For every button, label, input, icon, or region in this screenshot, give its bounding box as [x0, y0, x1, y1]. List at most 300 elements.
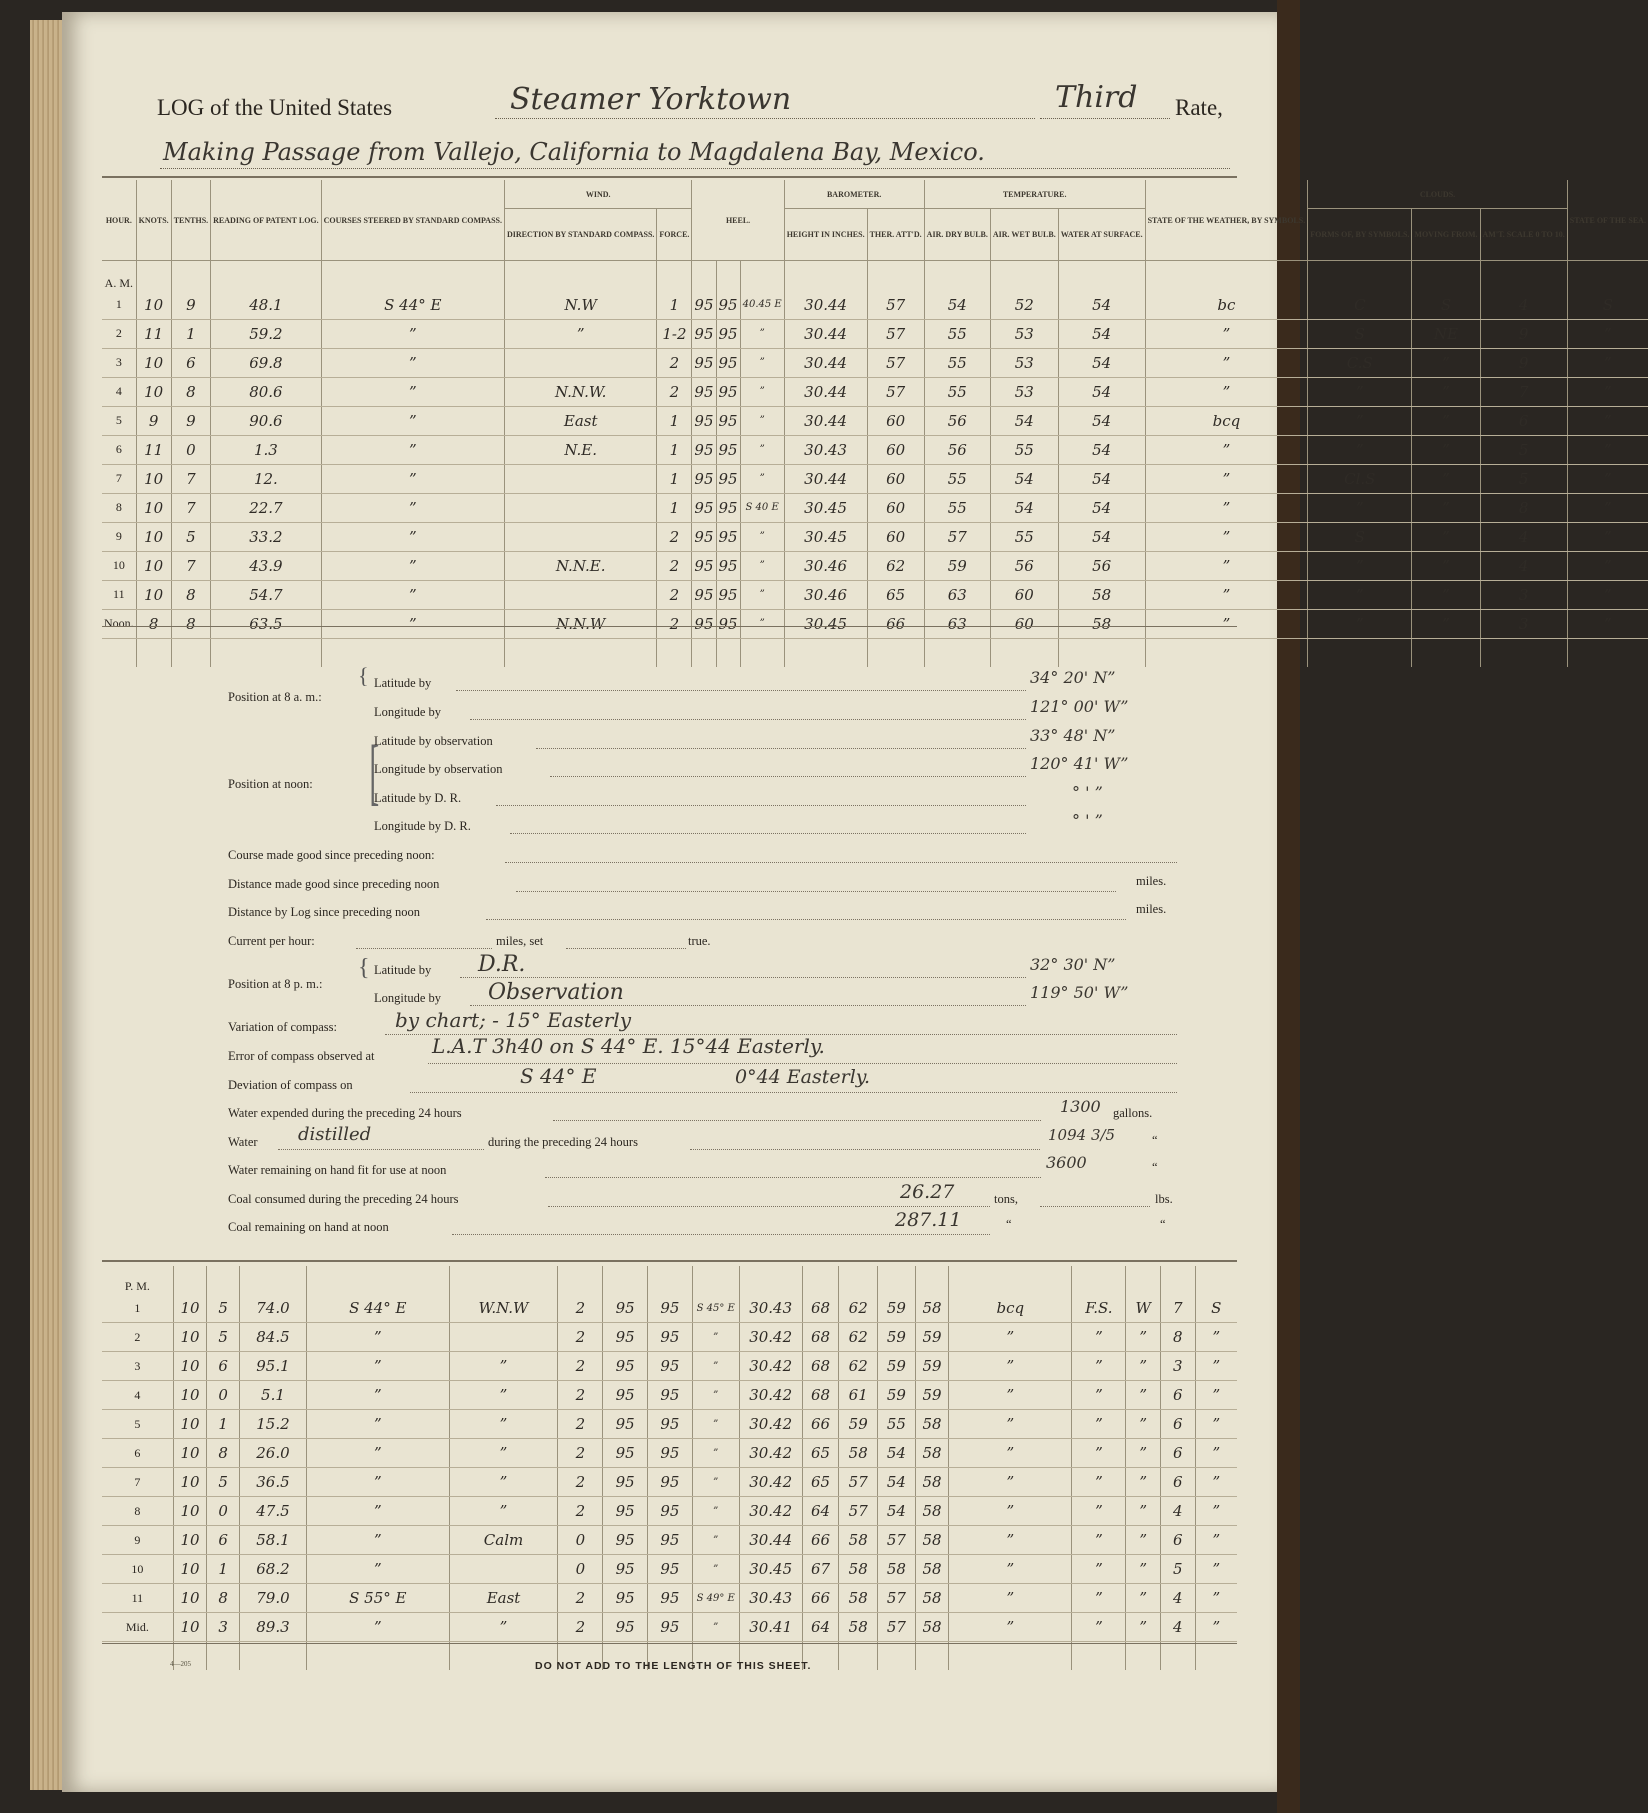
lon-8am-value: 121° 00' W” — [1030, 697, 1129, 716]
am-cell-h2: 95 — [716, 551, 740, 580]
am-cell-amt: 6 — [1480, 406, 1567, 435]
col-air-wet: AIR. WET BULB. — [990, 209, 1058, 261]
pm-cell-water: 58 — [915, 1584, 949, 1613]
am-cell-hour: 1 — [102, 291, 136, 320]
am-cell-course: ” — [321, 551, 504, 580]
am-cell-ther: 60 — [867, 493, 924, 522]
col-wind-direction: DIRECTION BY STANDARD COMPASS. — [504, 209, 656, 261]
am-cell-ther: 60 — [867, 464, 924, 493]
pm-cell-amt: 4 — [1160, 1613, 1195, 1642]
lat-dr-value: ° ' ” — [1072, 783, 1103, 802]
am-cell-hour: 7 — [102, 464, 136, 493]
pm-cell-h3: ” — [692, 1381, 739, 1410]
pm-cell-wet: 54 — [878, 1468, 916, 1497]
pm-cell-baro: 30.43 — [739, 1584, 802, 1613]
coal-remaining-ditto: “ — [1006, 1217, 1012, 1231]
am-cell-force: 1 — [657, 493, 692, 522]
pm-cell-amt: 6 — [1160, 1381, 1195, 1410]
am-cell-wet: 54 — [990, 493, 1058, 522]
am-cell-h3: 40.45 E — [740, 291, 784, 320]
pm-cell-sea: ” — [1195, 1352, 1237, 1381]
am-cell-moving: ” — [1412, 551, 1480, 580]
pm-cell-water: 58 — [915, 1526, 949, 1555]
am-cell-moving: ” — [1412, 522, 1480, 551]
am-cell-force: 1-2 — [657, 319, 692, 348]
pm-cell-ther: 66 — [802, 1526, 839, 1555]
pm-cell-baro: 30.42 — [739, 1497, 802, 1526]
water-expended-label: Water expended during the preceding 24 hours — [228, 1106, 462, 1120]
am-cell-h3: ” — [740, 609, 784, 638]
am-cell-wet: 53 — [990, 377, 1058, 406]
deviation-label: Deviation of compass on — [228, 1078, 353, 1092]
am-cell-sea: S — [1567, 291, 1648, 320]
am-cell-log: 12. — [211, 464, 322, 493]
pm-row — [102, 1352, 1237, 1381]
pm-cell-tenths: 8 — [207, 1584, 240, 1613]
pm-cell-force: 2 — [558, 1584, 603, 1613]
pm-cell-ther: 68 — [802, 1323, 839, 1352]
pm-cell-hour: 10 — [102, 1555, 173, 1584]
lat-obs-value: 33° 48' N” — [1030, 726, 1116, 745]
am-cell-amt: 4 — [1480, 291, 1567, 320]
am-cell-weather: ” — [1145, 319, 1308, 348]
pm-cell-baro: 30.42 — [739, 1381, 802, 1410]
col-tenths: TENTHS. — [171, 180, 210, 261]
am-row — [102, 319, 1648, 348]
am-cell-wet: 55 — [990, 522, 1058, 551]
am-cell-log: 90.6 — [211, 406, 322, 435]
am-cell-h1: 95 — [692, 319, 716, 348]
error-value: L.A.T 3h40 on S 44° E. 15°44 Easterly. — [432, 1034, 825, 1058]
pm-cell-baro: 30.42 — [739, 1468, 802, 1497]
pm-cell-course: ” — [307, 1468, 450, 1497]
am-cell-ther: 57 — [867, 377, 924, 406]
am-cell-baro: 30.44 — [784, 406, 867, 435]
col-temperature: TEMPERATURE. — [924, 180, 1145, 209]
am-cell-wind-dir — [504, 464, 656, 493]
am-cell-hour: 4 — [102, 377, 136, 406]
am-cell-hour: 5 — [102, 406, 136, 435]
pm-cell-dry: 58 — [839, 1584, 878, 1613]
am-cell-knots: 10 — [136, 551, 171, 580]
am-row — [102, 493, 1648, 522]
pm-row — [102, 1555, 1237, 1584]
pm-cell-forms: ” — [1072, 1352, 1126, 1381]
am-cell-ther: 62 — [867, 551, 924, 580]
pm-cell-sea: ” — [1195, 1497, 1237, 1526]
pm-cell-baro: 30.43 — [739, 1294, 802, 1323]
am-cell-wind-dir: ” — [504, 319, 656, 348]
am-cell-course: ” — [321, 580, 504, 609]
am-cell-weather: ” — [1145, 377, 1308, 406]
am-cell-wet: 55 — [990, 435, 1058, 464]
pm-cell-knots: 10 — [173, 1439, 207, 1468]
pm-cell-water: 58 — [915, 1410, 949, 1439]
lon-dr-label: Longitude by D. R. — [374, 819, 471, 833]
pm-cell-dry: 62 — [839, 1323, 878, 1352]
col-heel: HEEL. — [692, 180, 784, 261]
am-cell-tenths: 1 — [171, 319, 210, 348]
pm-cell-wind-dir: ” — [449, 1352, 558, 1381]
pm-cell-force: 0 — [558, 1555, 603, 1584]
pm-cell-h2: 95 — [648, 1410, 693, 1439]
am-cell-wet: 60 — [990, 580, 1058, 609]
pm-cell-force: 0 — [558, 1526, 603, 1555]
pm-cell-wind-dir: ” — [449, 1497, 558, 1526]
am-cell-wind-dir: N.N.W. — [504, 377, 656, 406]
distance-made-label: Distance made good since preceding noon — [228, 877, 440, 891]
am-cell-tenths: 9 — [171, 291, 210, 320]
pm-cell-tenths: 1 — [207, 1410, 240, 1439]
pm-cell-amt: 5 — [1160, 1555, 1195, 1584]
pm-cell-hour: 2 — [102, 1323, 173, 1352]
pm-cell-forms: ” — [1072, 1468, 1126, 1497]
pm-cell-h2: 95 — [648, 1352, 693, 1381]
pm-cell-course: ” — [307, 1352, 450, 1381]
rate-label: Rate, — [1175, 95, 1223, 120]
tons-label: tons, — [994, 1192, 1018, 1206]
pm-cell-h2: 95 — [648, 1613, 693, 1642]
pm-cell-amt: 4 — [1160, 1497, 1195, 1526]
pm-cell-course: ” — [307, 1497, 450, 1526]
pm-cell-hour: 7 — [102, 1468, 173, 1497]
am-cell-h2: 95 — [716, 348, 740, 377]
am-cell-h1: 95 — [692, 377, 716, 406]
am-log-table — [102, 180, 1648, 667]
am-cell-wet: 53 — [990, 319, 1058, 348]
am-cell-dry: 55 — [924, 464, 990, 493]
am-cell-h2: 95 — [716, 493, 740, 522]
pm-cell-knots: 10 — [173, 1497, 207, 1526]
am-bottom-rule — [102, 626, 1237, 627]
col-hour: HOUR. — [105, 215, 132, 225]
pm-cell-tenths: 0 — [207, 1497, 240, 1526]
pm-cell-sea: ” — [1195, 1323, 1237, 1352]
am-cell-ther: 57 — [867, 319, 924, 348]
pm-cell-sea: ” — [1195, 1468, 1237, 1497]
am-cell-tenths: 8 — [171, 580, 210, 609]
pm-cell-baro: 30.42 — [739, 1410, 802, 1439]
pm-cell-ther: 67 — [802, 1555, 839, 1584]
pm-cell-moving: ” — [1126, 1584, 1161, 1613]
am-cell-moving: ” — [1412, 406, 1480, 435]
am-cell-h2: 95 — [716, 435, 740, 464]
pm-cell-log: 47.5 — [239, 1497, 306, 1526]
pm-cell-h1: 95 — [603, 1294, 648, 1323]
am-cell-h1: 95 — [692, 522, 716, 551]
am-cell-baro: 30.43 — [784, 435, 867, 464]
am-cell-water: 54 — [1058, 522, 1145, 551]
am-cell-force: 1 — [657, 435, 692, 464]
pm-cell-wind-dir: W.N.W — [449, 1294, 558, 1323]
pos-8am-label: Position at 8 a. m.: — [228, 690, 322, 704]
am-cell-sea: ” — [1567, 319, 1648, 348]
pm-cell-log: 5.1 — [239, 1381, 306, 1410]
am-cell-h1: 95 — [692, 580, 716, 609]
am-cell-knots: 11 — [136, 435, 171, 464]
pm-cell-knots: 10 — [173, 1584, 207, 1613]
am-cell-knots: 10 — [136, 377, 171, 406]
pm-cell-moving: ” — [1126, 1410, 1161, 1439]
coal-consumed-value: 26.27 — [900, 1181, 955, 1203]
pm-cell-hour: 9 — [102, 1526, 173, 1555]
vessel-name: Steamer Yorktown — [510, 82, 792, 117]
pm-cell-force: 2 — [558, 1352, 603, 1381]
am-cell-hour: 6 — [102, 435, 136, 464]
pm-cell-tenths: 3 — [207, 1613, 240, 1642]
am-cell-dry: 55 — [924, 319, 990, 348]
am-cell-wet: 52 — [990, 291, 1058, 320]
coal-remaining-ditto-2: “ — [1160, 1217, 1166, 1231]
pm-cell-water: 58 — [915, 1497, 949, 1526]
am-cell-course: S 44° E — [321, 291, 504, 320]
am-cell-sea: ” — [1567, 464, 1648, 493]
pm-cell-dry: 62 — [839, 1294, 878, 1323]
pm-cell-forms: ” — [1072, 1613, 1126, 1642]
am-cell-force: 2 — [657, 348, 692, 377]
pm-cell-wet: 59 — [878, 1381, 916, 1410]
pm-cell-sea: ” — [1195, 1439, 1237, 1468]
pm-cell-water: 58 — [915, 1439, 949, 1468]
pm-cell-amt: 7 — [1160, 1294, 1195, 1323]
pm-row — [102, 1468, 1237, 1497]
pm-cell-weather: bcq — [949, 1294, 1072, 1323]
lon-8pm-value: 119° 50' W” — [1030, 983, 1129, 1002]
col-cloud-amount: AM'T. SCALE 0 TO 10. — [1480, 209, 1567, 261]
gallons-label: gallons. — [1113, 1106, 1153, 1120]
am-cell-weather: ” — [1145, 348, 1308, 377]
water-remaining-ditto: “ — [1152, 1160, 1158, 1174]
am-cell-log: 59.2 — [211, 319, 322, 348]
vessel-rate: Third — [1055, 80, 1138, 115]
lat-8pm-method: D.R. — [478, 952, 526, 977]
pm-cell-hour: 6 — [102, 1439, 173, 1468]
pm-cell-log: 89.3 — [239, 1613, 306, 1642]
distance-made-miles: miles. — [1136, 874, 1167, 888]
am-cell-forms: ” — [1308, 609, 1412, 638]
am-row — [102, 377, 1648, 406]
true-label: true. — [688, 934, 711, 948]
pm-cell-dry: 62 — [839, 1352, 878, 1381]
header-rule — [102, 176, 1237, 178]
passage-text: Making Passage from Vallejo, California to Magdalena Bay, Mexico. — [163, 138, 985, 166]
am-cell-knots: 10 — [136, 522, 171, 551]
variation-label: Variation of compass: — [228, 1020, 338, 1034]
am-cell-log: 63.5 — [211, 609, 322, 638]
pm-cell-dry: 58 — [839, 1555, 878, 1584]
am-cell-knots: 10 — [136, 348, 171, 377]
pm-cell-h1: 95 — [603, 1381, 648, 1410]
am-cell-h3: ” — [740, 377, 784, 406]
pm-cell-baro: 30.45 — [739, 1555, 802, 1584]
am-cell-h2: 95 — [716, 464, 740, 493]
pm-cell-wet: 54 — [878, 1497, 916, 1526]
pm-cell-sea: ” — [1195, 1613, 1237, 1642]
pm-cell-forms: ” — [1072, 1497, 1126, 1526]
pm-cell-weather: ” — [949, 1468, 1072, 1497]
am-cell-course: ” — [321, 319, 504, 348]
am-cell-moving: ” — [1412, 580, 1480, 609]
pm-cell-h3: ” — [692, 1410, 739, 1439]
pm-cell-knots: 10 — [173, 1613, 207, 1642]
pm-cell-water: 58 — [915, 1468, 949, 1497]
pm-cell-sea: ” — [1195, 1584, 1237, 1613]
pm-cell-dry: 61 — [839, 1381, 878, 1410]
am-cell-baro: 30.44 — [784, 377, 867, 406]
pm-cell-forms: ” — [1072, 1381, 1126, 1410]
pm-cell-h2: 95 — [648, 1381, 693, 1410]
lon-obs-label: Longitude by observation — [374, 762, 503, 776]
pm-cell-wind-dir: East — [449, 1584, 558, 1613]
am-cell-log: 22.7 — [211, 493, 322, 522]
pm-cell-log: 84.5 — [239, 1323, 306, 1352]
lon-by-label: Longitude by — [374, 705, 442, 719]
am-cell-hour: Noon. — [102, 609, 136, 638]
pm-cell-forms: F.S. — [1072, 1294, 1126, 1323]
col-clouds: CLOUDS. — [1308, 180, 1568, 209]
am-cell-wet: 56 — [990, 551, 1058, 580]
pm-cell-wet: 57 — [878, 1613, 916, 1642]
pm-cell-baro: 30.42 — [739, 1439, 802, 1468]
pm-cell-course: ” — [307, 1526, 450, 1555]
lon-8pm-method: Observation — [488, 980, 624, 1005]
am-cell-moving: ” — [1412, 435, 1480, 464]
am-cell-water: 54 — [1058, 435, 1145, 464]
am-row — [102, 464, 1648, 493]
pm-cell-moving: ” — [1126, 1439, 1161, 1468]
am-cell-knots: 10 — [136, 464, 171, 493]
pm-cell-log: 95.1 — [239, 1352, 306, 1381]
pm-cell-h2: 95 — [648, 1497, 693, 1526]
am-cell-forms: ” — [1308, 551, 1412, 580]
am-cell-log: 54.7 — [211, 580, 322, 609]
pm-cell-weather: ” — [949, 1410, 1072, 1439]
lon-8pm-label: Longitude by — [374, 991, 442, 1005]
am-cell-h2: 95 — [716, 522, 740, 551]
am-cell-weather: ” — [1145, 551, 1308, 580]
pm-cell-h1: 95 — [603, 1526, 648, 1555]
pm-cell-wind-dir: ” — [449, 1613, 558, 1642]
pm-cell-water: 59 — [915, 1323, 949, 1352]
water-produced-ditto: “ — [1152, 1133, 1158, 1147]
am-cell-force: 2 — [657, 377, 692, 406]
pm-cell-hour: 3 — [102, 1352, 173, 1381]
am-cell-h3: S 40 E — [740, 493, 784, 522]
pm-label: P. M. — [124, 1279, 150, 1293]
am-cell-sea: ” — [1567, 406, 1648, 435]
water-kind: distilled — [298, 1124, 372, 1145]
am-cell-h1: 95 — [692, 551, 716, 580]
pm-cell-h1: 95 — [603, 1323, 648, 1352]
pm-cell-tenths: 0 — [207, 1381, 240, 1410]
pm-cell-dry: 58 — [839, 1439, 878, 1468]
am-cell-hour: 9 — [102, 522, 136, 551]
am-row — [102, 406, 1648, 435]
lat-8pm-label: Latitude by — [374, 963, 432, 977]
am-cell-dry: 54 — [924, 291, 990, 320]
am-cell-moving: ” — [1412, 464, 1480, 493]
am-cell-sea: ” — [1567, 551, 1648, 580]
pm-cell-dry: 58 — [839, 1613, 878, 1642]
pm-cell-water: 59 — [915, 1352, 949, 1381]
pm-cell-h1: 95 — [603, 1497, 648, 1526]
col-weather: STATE OF THE WEATHER, BY SYMBOLS. — [1145, 180, 1308, 261]
am-cell-h3: ” — [740, 348, 784, 377]
am-cell-tenths: 7 — [171, 464, 210, 493]
am-cell-ther: 65 — [867, 580, 924, 609]
lat-by-label: Latitude by — [374, 676, 432, 690]
miles-set-label: miles, set — [496, 934, 544, 948]
pm-cell-dry: 59 — [839, 1410, 878, 1439]
am-cell-hour: 10 — [102, 551, 136, 580]
am-cell-tenths: 6 — [171, 348, 210, 377]
pm-cell-h2: 95 — [648, 1526, 693, 1555]
pm-cell-weather: ” — [949, 1323, 1072, 1352]
am-row — [102, 551, 1648, 580]
am-cell-dry: 55 — [924, 493, 990, 522]
am-cell-course: ” — [321, 609, 504, 638]
pm-cell-ther: 65 — [802, 1439, 839, 1468]
pm-cell-forms: ” — [1072, 1584, 1126, 1613]
pm-row — [102, 1584, 1237, 1613]
am-cell-course: ” — [321, 377, 504, 406]
pm-cell-forms: ” — [1072, 1555, 1126, 1584]
am-cell-weather: bc — [1145, 291, 1308, 320]
pm-cell-h2: 95 — [648, 1468, 693, 1497]
am-cell-sea: ” — [1567, 522, 1648, 551]
pm-cell-course: S 55° E — [307, 1584, 450, 1613]
am-cell-amt: 4 — [1480, 522, 1567, 551]
am-cell-h3: ” — [740, 435, 784, 464]
distance-log-miles: miles. — [1136, 902, 1167, 916]
am-cell-forms: ” — [1308, 406, 1412, 435]
am-cell-sea: ” — [1567, 493, 1648, 522]
pm-cell-weather: ” — [949, 1439, 1072, 1468]
am-cell-hour: 2 — [102, 319, 136, 348]
am-cell-amt: 5 — [1480, 464, 1567, 493]
course-made-label: Course made good since preceding noon: — [228, 848, 435, 862]
pm-bottom-rule — [102, 1643, 1237, 1644]
am-cell-moving: ” — [1412, 348, 1480, 377]
am-cell-amt: 3 — [1480, 580, 1567, 609]
am-cell-tenths: 5 — [171, 522, 210, 551]
am-cell-course: ” — [321, 348, 504, 377]
pm-cell-water: 59 — [915, 1381, 949, 1410]
am-cell-water: 54 — [1058, 406, 1145, 435]
pm-log-table — [102, 1266, 1237, 1670]
am-cell-knots: 9 — [136, 406, 171, 435]
am-cell-h3: ” — [740, 406, 784, 435]
pm-cell-course: ” — [307, 1410, 450, 1439]
variation-value: by chart; - 15° Easterly — [395, 1008, 631, 1032]
pm-cell-wet: 54 — [878, 1439, 916, 1468]
pm-cell-moving: ” — [1126, 1526, 1161, 1555]
am-cell-amt: 4 — [1480, 551, 1567, 580]
pm-row — [102, 1410, 1237, 1439]
pm-cell-knots: 10 — [173, 1323, 207, 1352]
deviation-course: S 44° E — [520, 1064, 597, 1088]
current-label: Current per hour: — [228, 934, 315, 948]
pm-cell-tenths: 6 — [207, 1526, 240, 1555]
am-cell-water: 58 — [1058, 609, 1145, 638]
pm-cell-log: 79.0 — [239, 1584, 306, 1613]
pm-cell-course: ” — [307, 1613, 450, 1642]
pm-cell-wet: 57 — [878, 1526, 916, 1555]
pm-cell-weather: ” — [949, 1381, 1072, 1410]
pm-cell-weather: ” — [949, 1497, 1072, 1526]
col-ther-attd: THER. ATT'D. — [867, 209, 924, 261]
pm-row — [102, 1381, 1237, 1410]
